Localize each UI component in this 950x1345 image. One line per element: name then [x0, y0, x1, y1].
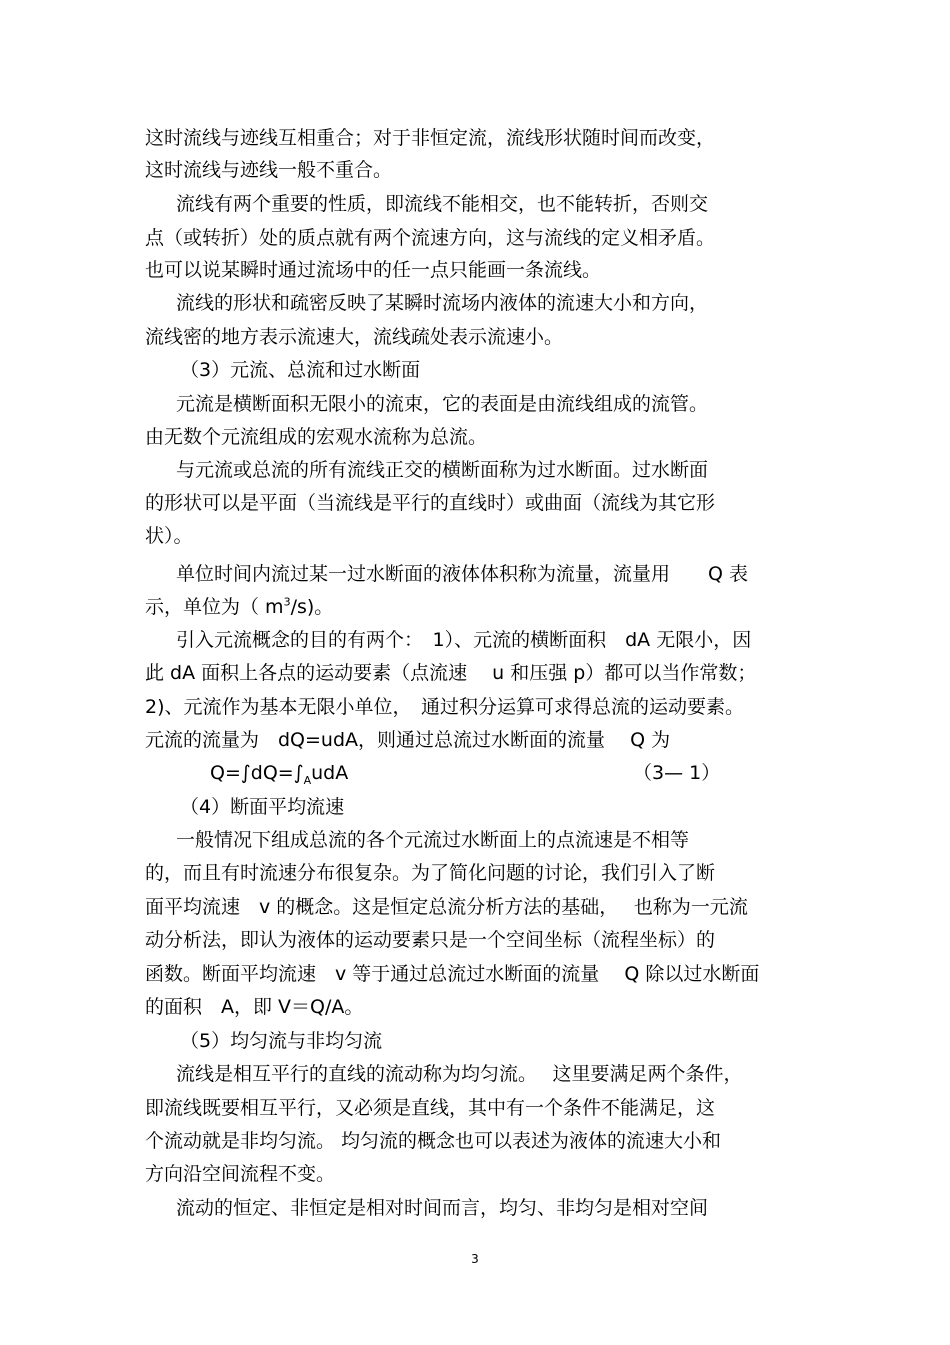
unit-text: /s)。 [290, 596, 334, 618]
text-line [145, 595, 333, 619]
text-line: 的，而且有时流速分布很复杂。为了简化问题的讨论，我们引入了断 [145, 862, 716, 884]
formula-text: udA [311, 762, 349, 784]
superscript: 3 [283, 595, 291, 609]
formula [210, 761, 348, 785]
text-line: 个流动就是非均匀流。 均匀流的概念也可以表述为液体的流速大小和 [145, 1130, 722, 1152]
section-heading: （4）断面平均流速 [180, 796, 345, 818]
text-line: 即流线既要相互平行，又必须是直线，其中有一个条件不能满足，这 [145, 1097, 716, 1119]
page-number: 3 [471, 1252, 479, 1266]
text-line: 函数。断面平均流速 v 等于通过总流过水断面的流量 Q 除以过水断面 [145, 963, 760, 985]
text-line: 流线的形状和疏密反映了某瞬时流场内液体的流速大小和方向， [176, 292, 709, 314]
text-line: 一般情况下组成总流的各个元流过水断面上的点流速是不相等 [176, 829, 690, 851]
text-line: 的形状可以是平面（当流线是平行的直线时）或曲面（流线为其它形 [145, 492, 716, 514]
text-line: 动分析法，即认为液体的运动要素只是一个空间坐标（流程坐标）的 [145, 929, 716, 951]
text-line: 状）。 [145, 525, 193, 547]
unit-text: 示，单位为（ m [145, 596, 284, 618]
text-line: 的面积 A，即 V＝Q/A。 [145, 996, 364, 1018]
text-line: 流线是相互平行的直线的流动称为均匀流。 这里要满足两个条件， [176, 1063, 743, 1085]
text-line: 流线有两个重要的性质，即流线不能相交，也不能转折，否则交 [176, 193, 709, 215]
text-line: 流线密的地方表示流速大，流线疏处表示流速小。 [145, 326, 564, 348]
subscript: A [303, 773, 312, 787]
text-line: 点（或转折）处的质点就有两个流速方向，这与流线的定义相矛盾。 [145, 227, 716, 249]
text-line: 这时流线与迹线一般不重合。 [145, 159, 393, 181]
text-line: 流动的恒定、非恒定是相对时间而言，均匀、非均匀是相对空间 [176, 1197, 709, 1219]
text-line: 元流的流量为 dQ=udA，则通过总流过水断面的流量 Q 为 [145, 729, 671, 751]
text-line: 单位时间内流过某一过水断面的液体体积称为流量，流量用 Q 表 [176, 563, 748, 585]
text-line: 也可以说某瞬时通过流场中的任一点只能画一条流线。 [145, 259, 602, 281]
text-line: 引入元流概念的目的有两个： 1）、元流的横断面积 dA 无限小，因 [176, 629, 752, 651]
formula-text: Q=∫dQ=∫ [210, 762, 304, 784]
text-line: 2)、元流作为基本无限小单位， 通过积分运算可求得总流的运动要素。 [145, 696, 745, 718]
text-line: 方向沿空间流程不变。 [145, 1163, 336, 1185]
text-line: 元流是横断面积无限小的流束，它的表面是由流线组成的流管。 [176, 393, 709, 415]
text-line: 与元流或总流的所有流线正交的横断面称为过水断面。过水断面 [176, 459, 709, 481]
text-line: 面平均流速 v 的概念。这是恒定总流分析方法的基础， 也称为一元流 [145, 896, 748, 918]
section-heading: （5）均匀流与非均匀流 [180, 1030, 383, 1052]
text-line: 由无数个元流组成的宏观水流称为总流。 [145, 426, 488, 448]
text-line: 此 dA 面积上各点的运动要素（点流速 u 和压强 p）都可以当作常数； [145, 662, 757, 684]
section-heading: （3）元流、总流和过水断面 [180, 359, 421, 381]
text-line: 这时流线与迹线互相重合；对于非恒定流，流线形状随时间而改变， [145, 127, 716, 149]
equation-number: （3— 1） [633, 762, 721, 784]
